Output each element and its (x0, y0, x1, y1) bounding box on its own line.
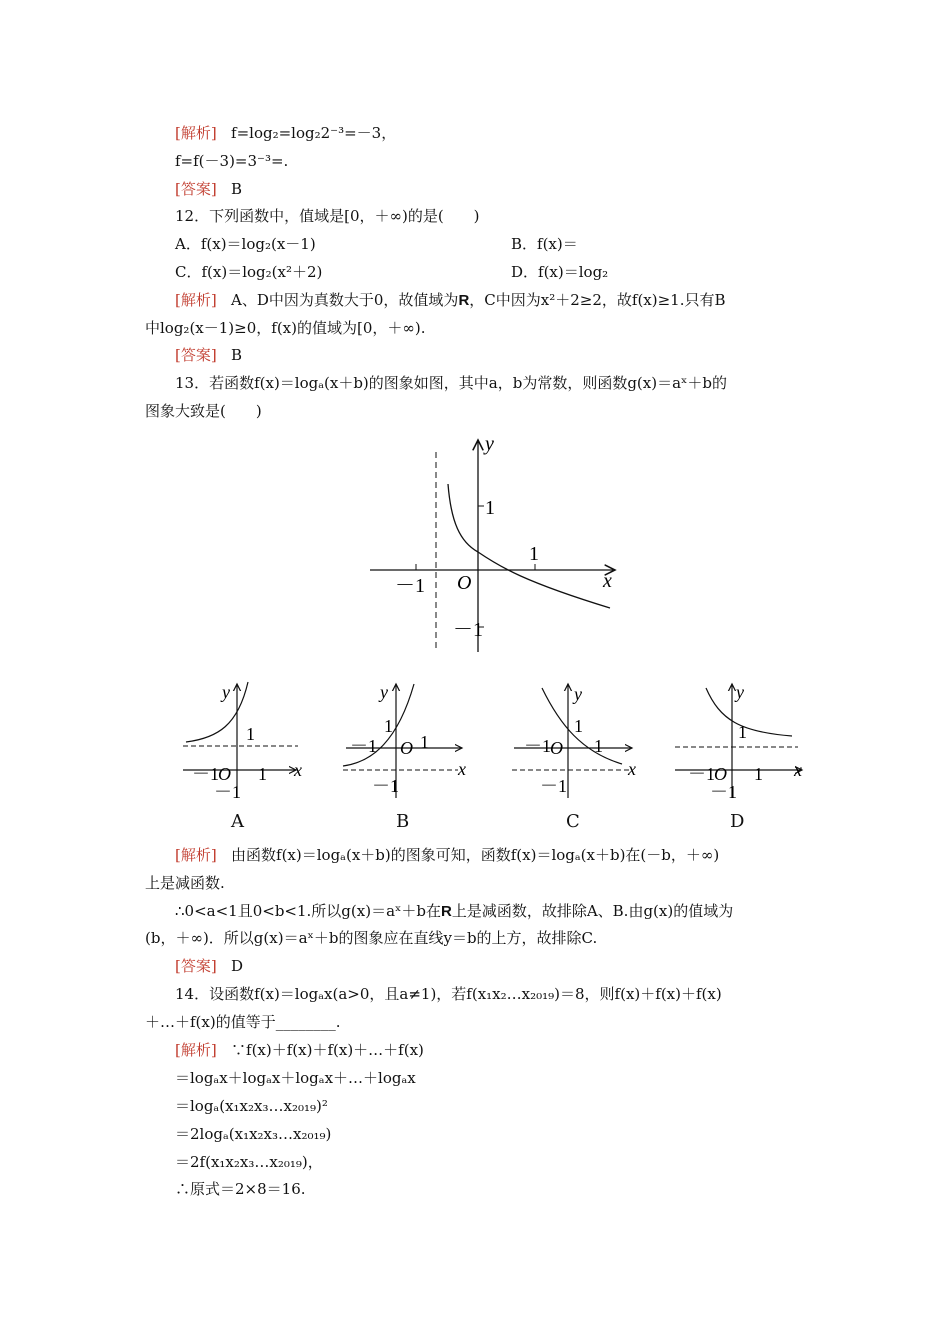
q14-analysis-line6: ∴原式＝2×8＝16. (175, 1180, 306, 1198)
q13-stem-line1: 13．若函数f(x)＝logₐ(x＋b)的图象如图，其中a，b为常数，则函数g(x)＝aˣ＋b的 (175, 374, 727, 392)
q12-analysis-line1 (175, 290, 726, 311)
q12-option-d: D．f(x)＝log₂ (511, 263, 609, 281)
answer-tag: [答案] (175, 957, 217, 975)
option-b-label: B (396, 811, 410, 832)
svg-text:1: 1 (258, 764, 267, 784)
q14-stem-line2: ＋…＋f(x)的值等于________. (145, 1013, 341, 1031)
analysis-text: ，C中因为x²＋2≥2，故f(x)≥1.只有B (469, 291, 726, 309)
q14-stem-line1: 14．设函数f(x)＝logₐx(a>0，且a≠1)，若f(x₁x₂…x₂₀₁₉)＝8，则f(x)＋f(x)＋f(x) (175, 985, 722, 1003)
svg-text:x: x (628, 759, 636, 779)
q13-analysis-line1 (175, 845, 719, 865)
q12-option-a: A．f(x)＝log₂(x－1) (175, 235, 316, 253)
q12-answer-line (175, 345, 242, 365)
svg-text:1: 1 (420, 732, 429, 752)
analysis-tag: [解析] (175, 291, 217, 309)
option-a-label: A (231, 811, 244, 832)
analysis-tag: [解析] (175, 124, 217, 142)
neg-one-x-label: －1 (395, 575, 425, 597)
svg-text:y: y (222, 682, 230, 702)
q13-analysis-line4: (b，＋∞)．所以g(x)＝aˣ＋b的图象应在直线y＝b的上方，故排除C. (145, 929, 598, 947)
real-set-symbol: R (458, 292, 470, 309)
svg-text:1: 1 (246, 724, 255, 744)
analysis-text: ∴0<a<1且0<b<1.所以g(x)＝aˣ＋b在 (175, 902, 441, 920)
answer-value: B (231, 180, 243, 198)
q13-option-c-graph (510, 680, 645, 800)
analysis-tag: [解析] (175, 846, 217, 864)
q13-main-graph (365, 432, 625, 657)
analysis-text: 上是减函数，故排除A、B.由g(x)的值域为 (451, 902, 734, 920)
svg-text:1: 1 (738, 722, 747, 742)
answer-tag: [答案] (175, 180, 217, 198)
svg-text:y: y (574, 684, 582, 704)
svg-text:－1: －1 (524, 736, 551, 756)
q12-option-c: C．f(x)＝log₂(x²＋2) (175, 263, 323, 281)
answer-tag: [答案] (175, 346, 217, 364)
svg-text:1: 1 (754, 764, 763, 784)
q12-analysis-line2: 中log₂(x－1)≥0，f(x)的值域为[0，＋∞). (145, 319, 426, 337)
svg-text:－1: －1 (214, 782, 241, 800)
option-c-label: C (566, 811, 580, 832)
q13-option-d-graph (670, 680, 810, 800)
svg-text:O: O (550, 738, 563, 758)
analysis-text: A、D中因为真数大于0，故值域为 (231, 291, 459, 309)
svg-text:x: x (794, 760, 802, 780)
q14-analysis-line5: ＝2f(x₁x₂x₃…x₂₀₁₉)， (175, 1153, 323, 1171)
answer-value: D (231, 957, 244, 975)
analysis-text: ∵f(x)＋f(x)＋f(x)＋…＋f(x) (231, 1041, 424, 1059)
svg-text:O: O (218, 764, 231, 784)
svg-text:y: y (380, 682, 388, 702)
q14-analysis-line2: ＝logₐx＋logₐx＋logₐx＋…＋logₐx (175, 1069, 416, 1087)
option-d-label: D (730, 811, 745, 832)
analysis-tag: [解析] (175, 1041, 217, 1059)
q13-analysis-line3 (175, 901, 733, 922)
svg-text:－1: －1 (540, 776, 567, 796)
svg-text:－1: －1 (192, 764, 219, 784)
svg-text:O: O (714, 764, 727, 784)
svg-text:O: O (400, 738, 413, 758)
q13-option-b-graph (338, 680, 473, 800)
s11-analysis-line2: f=f(－3)=3⁻³=. (175, 152, 289, 170)
analysis-text: f=log₂=log₂2⁻³=－3， (231, 124, 397, 142)
svg-text:x: x (458, 759, 466, 779)
svg-text:－1: －1 (688, 764, 715, 784)
q13-analysis-line2: 上是减函数. (145, 874, 225, 892)
answer-value: B (231, 346, 243, 364)
svg-text:y: y (736, 682, 744, 702)
q14-analysis-line3: ＝logₐ(x₁x₂x₃…x₂₀₁₉)² (175, 1097, 328, 1115)
q14-analysis-line1 (175, 1040, 424, 1060)
real-set-symbol: R (440, 903, 452, 920)
svg-text:1: 1 (384, 716, 393, 736)
neg-one-y-label: －1 (453, 619, 483, 641)
svg-text:x: x (294, 760, 302, 780)
svg-text:－1: －1 (372, 776, 399, 796)
q13-answer-line (175, 956, 243, 976)
svg-text:1: 1 (574, 716, 583, 736)
q13-option-a-graph (178, 680, 308, 800)
svg-text:－1: －1 (710, 782, 737, 800)
analysis-text: 由函数f(x)＝logₐ(x＋b)的图象可知，函数f(x)＝logₐ(x＋b)在(－b，＋∞) (231, 846, 720, 864)
x-label: x (603, 570, 612, 592)
one-y-label: 1 (485, 497, 495, 519)
q13-stem-line2: 图象大致是( ) (145, 402, 262, 420)
svg-text:1: 1 (594, 736, 603, 756)
s11-analysis-line1 (175, 123, 396, 143)
svg-text:－1: －1 (350, 736, 377, 756)
q12-stem: 12．下列函数中，值域是[0，＋∞)的是( ) (175, 207, 480, 225)
s11-answer-line (175, 179, 242, 199)
y-label: y (485, 433, 494, 455)
q14-analysis-line4: ＝2logₐ(x₁x₂x₃…x₂₀₁₉) (175, 1125, 332, 1143)
q12-option-b: B．f(x)＝ (511, 235, 578, 253)
one-x-label: 1 (529, 543, 539, 565)
origin-label: O (457, 572, 472, 594)
